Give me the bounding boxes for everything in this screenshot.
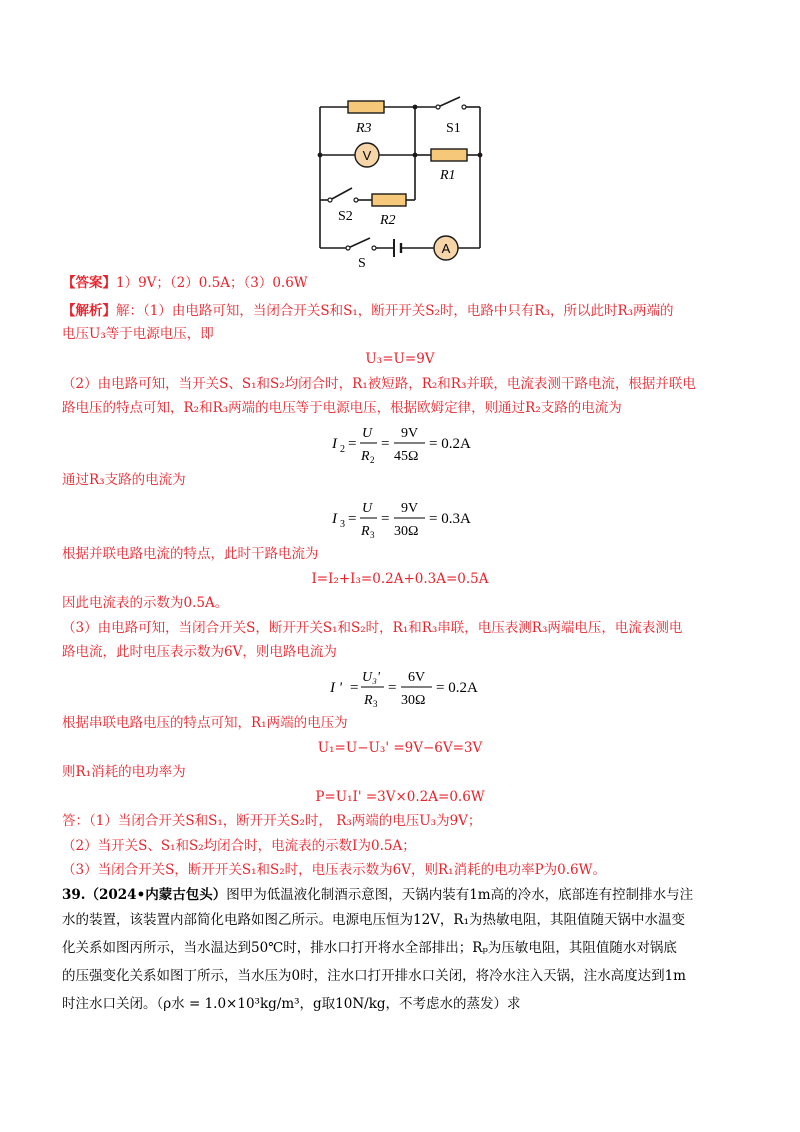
analysis-p2-line1: （2）由电路可知，当开关S、S₁和S₂均闭合时，R₁被短路，R₂和R₃并联，电流表测干路电流，根据并联电 <box>62 376 696 392</box>
question-39-line-5: 时注水口关闭。（ρ水 = 1.0×10³kg/m³，g取10N/kg，不考虑水的蒸发）求 <box>62 996 521 1012</box>
svg-text:=: = <box>348 511 357 527</box>
question-39-line-1 <box>62 885 693 905</box>
svg-text:= 0.2A: = 0.2A <box>429 436 471 452</box>
analysis-p6-line2: 路电流，此时电压表示数为6V，则电路电流为 <box>62 644 337 660</box>
analysis-p2-line2: 路电压的特点可知，R₂和R₃两端的电压等于电源电压，根据欧姆定律，则通过R₂支路的电流为 <box>62 400 622 416</box>
svg-text:3: 3 <box>340 519 345 530</box>
s-label: S <box>358 256 366 268</box>
svg-text:U: U <box>362 501 373 516</box>
analysis-p7: 根据串联电路电压的特点可知，R₁两端的电压为 <box>62 715 348 731</box>
analysis-tag: 【解析】 <box>62 303 116 319</box>
answer-tag: 【答案】 <box>62 275 116 291</box>
equation-total-current: I=I₂+I₃=0.2A+0.3A=0.5A <box>311 571 489 587</box>
r3-label: R3 <box>356 121 372 136</box>
svg-text:R: R <box>361 524 370 539</box>
svg-text:U₃': U₃' <box>362 670 380 685</box>
answer-line <box>62 273 308 293</box>
svg-text:6V: 6V <box>408 670 426 685</box>
analysis-p4: 根据并联电路电流的特点，此时干路电流为 <box>62 546 319 562</box>
analysis-line-1 <box>62 301 674 321</box>
analysis-p5: 因此电流表的示数为0.5A。 <box>62 595 229 611</box>
svg-text:R: R <box>364 693 373 708</box>
svg-text:2: 2 <box>340 444 345 455</box>
formula-i-prime <box>328 662 488 710</box>
analysis-p1-line1: 解：（1）由电路可知，当闭合开关S和S₁，断开开关S₂时，电路中只有R₃，所以此时R₃两端的 <box>116 303 674 319</box>
analysis-p3: 通过R₃支路的电流为 <box>62 472 186 488</box>
svg-text:= 0.3A: = 0.3A <box>429 511 471 527</box>
svg-text:2: 2 <box>370 455 375 465</box>
question-39-line-3: 化关系如图丙所示，当水温达到50℃时，排水口打开将水全部排出；Rₚ为压敏电阻，其阻值随水对锅底 <box>62 940 677 956</box>
analysis-p1-line2: 电压U₃等于电源电压，即 <box>62 326 214 342</box>
equation-u3: U₃=U=9V <box>365 351 435 367</box>
svg-text:=: = <box>388 680 397 696</box>
s2-label: S2 <box>338 209 353 224</box>
question-39-line-4: 的压强变化关系如图丁所示，当水压为0时，注水口打开排水口关闭，将冷水注入天锅，注水高度达到1m <box>62 968 686 984</box>
answer-text: 1）9V；（2）0.5A；（3）0.6W <box>116 275 308 291</box>
final-answer-line-3: （3）当闭合开关S，断开开关S₁和S₂时，电压表示数为6V，则R₁消耗的电功率P为0.6W。 <box>62 862 607 878</box>
svg-text:I: I <box>332 436 337 452</box>
question-source: （2024•内蒙古包头） <box>85 887 227 903</box>
svg-text:45Ω: 45Ω <box>394 449 419 464</box>
svg-text:=: = <box>381 436 390 452</box>
voltmeter-label: V <box>362 148 372 163</box>
svg-text:R: R <box>361 449 370 464</box>
question-number: 39. <box>62 887 86 903</box>
ammeter-label: A <box>441 241 451 256</box>
svg-text:3: 3 <box>373 699 378 709</box>
svg-text:=: = <box>381 511 390 527</box>
svg-text:9V: 9V <box>401 426 419 441</box>
s1-label: S1 <box>446 121 461 136</box>
svg-text:30Ω: 30Ω <box>394 524 419 539</box>
formula-i3 <box>330 493 480 541</box>
svg-text:3: 3 <box>370 530 375 540</box>
svg-text:30Ω: 30Ω <box>401 693 426 708</box>
r2-label: R2 <box>380 213 396 228</box>
svg-text:=: = <box>350 680 359 696</box>
question-text-1: 图甲为低温液化制酒示意图，天锅内装有1m高的冷水，底部连有控制排水与注 <box>226 887 694 903</box>
r1-label: R1 <box>440 168 456 183</box>
analysis-p6-line1: （3）由电路可知，当闭合开关S，断开开关S₁和S₂时，R₁和R₃串联，电压表测R₃两端电压，电流表测电 <box>62 620 683 636</box>
svg-text:I: I <box>332 511 337 527</box>
svg-text:= 0.2A: = 0.2A <box>436 680 478 696</box>
circuit-diagram <box>300 88 500 268</box>
final-answer-line-1: 答：（1）当闭合开关S和S₁，断开开关S₂时， R₃两端的电压U₃为9V； <box>62 813 482 829</box>
formula-i2 <box>330 418 480 466</box>
svg-text:I ': I ' <box>330 680 342 696</box>
svg-text:9V: 9V <box>401 501 419 516</box>
final-answer-line-2: （2）当开关S、S₁和S₂均闭合时，电流表的示数I为0.5A； <box>62 838 416 854</box>
question-39-line-2: 水的装置，该装置内部简化电路如图乙所示。电源电压恒为12V，R₁为热敏电阻，其阻值随天锅中水温变 <box>62 912 686 928</box>
svg-text:=: = <box>348 436 357 452</box>
svg-text:U: U <box>362 426 373 441</box>
equation-power: P=U₁I' =3V×0.2A=0.6W <box>315 789 485 805</box>
equation-u1: U₁=U−U₃' =9V−6V=3V <box>317 740 483 756</box>
analysis-p8: 则R₁消耗的电功率为 <box>62 764 186 780</box>
